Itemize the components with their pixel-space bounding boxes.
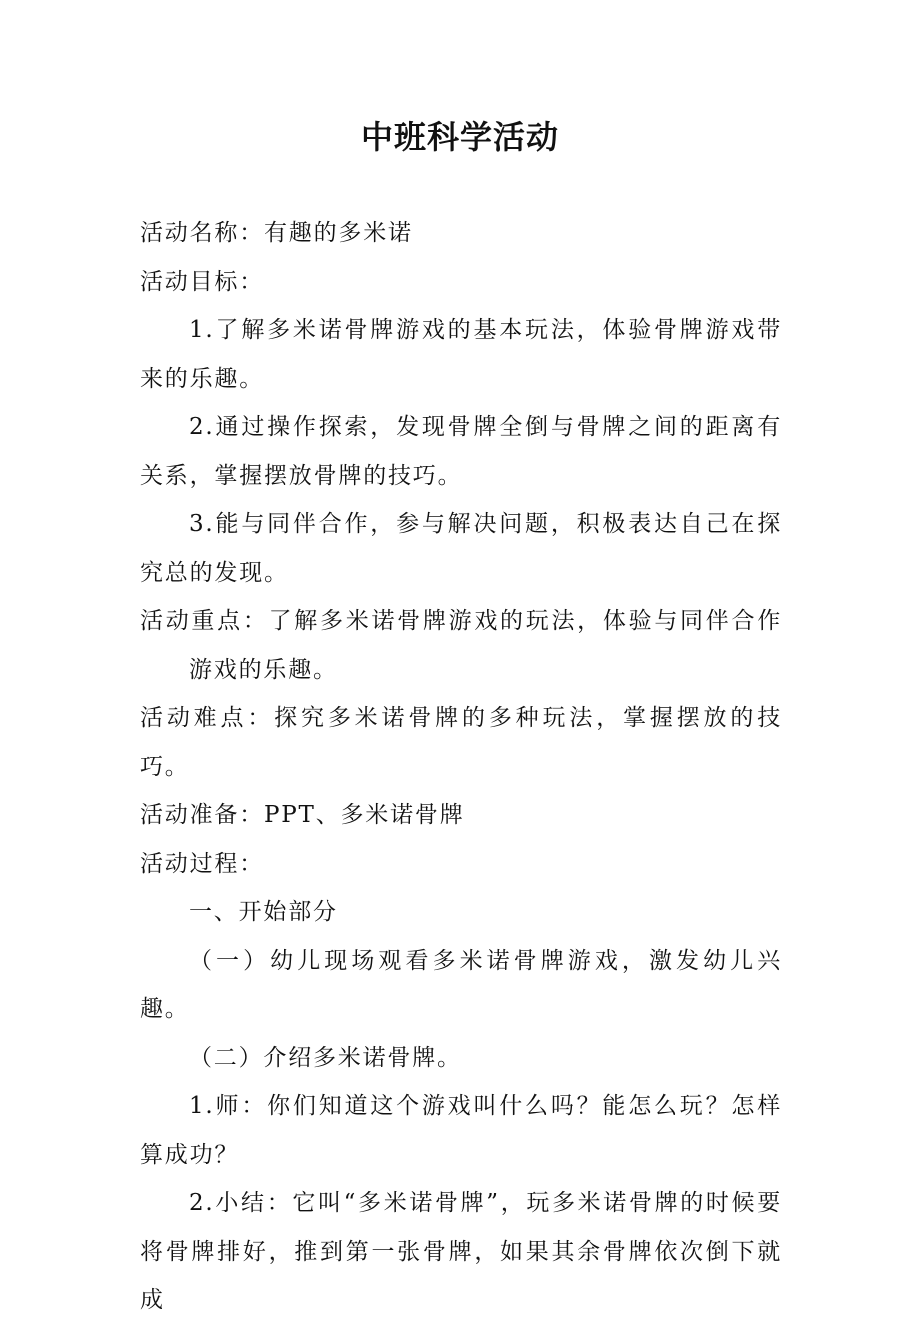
activity-key-point: 活动重点：了解多米诺骨牌游戏的玩法，体验与同伴合作游戏的乐趣。: [140, 608, 782, 683]
subsection-introduce-dominoes: （二）介绍多米诺骨牌。: [189, 1044, 462, 1071]
activity-name-line: 活动名称：有趣的多米诺: [140, 220, 413, 246]
document-body: [140, 209, 782, 1325]
goal-item-2: 2.通过操作探索，发现骨牌全倒与骨牌之间的距离有关系，掌握摆放骨牌的技巧。: [140, 414, 782, 489]
goal-item-1: 1.了解多米诺骨牌游戏的基本玩法，体验骨牌游戏带来的乐趣。: [140, 317, 782, 392]
section-heading-opening: 一、开始部分: [189, 899, 338, 925]
goal-item-3: 3.能与同伴合作，参与解决问题，积极表达自己在探究总的发现。: [140, 511, 782, 586]
page-title: 中班科学活动: [360, 118, 559, 156]
activity-goals-heading: 活动目标：: [140, 268, 264, 295]
activity-process-heading: 活动过程：: [140, 850, 264, 877]
step-summary: 2.小结：它叫“多米诺骨牌”，玩多米诺骨牌的时候要将骨牌排好，推到第一张骨牌，如果其余骨牌依次倒下就成: [140, 1190, 782, 1313]
step-teacher-question: 1.师：你们知道这个游戏叫什么吗？能怎么玩？怎样算成功？: [140, 1093, 782, 1168]
subsection-watch-game: （一）幼儿现场观看多米诺骨牌游戏，激发幼儿兴趣。: [140, 947, 782, 1022]
activity-difficulty: 活动难点：探究多米诺骨牌的多种玩法，掌握摆放的技巧。: [140, 705, 782, 780]
activity-preparation: 活动准备：PPT、多米诺骨牌: [140, 802, 465, 828]
